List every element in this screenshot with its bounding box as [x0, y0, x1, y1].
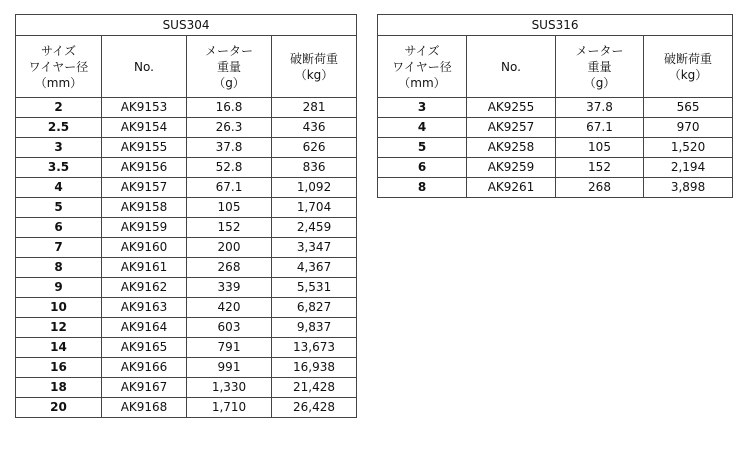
breaking-load-cell: 836 [272, 158, 357, 178]
table-row [16, 258, 357, 278]
breaking-load-cell: 26,428 [272, 398, 357, 418]
size-cell: 3.5 [16, 158, 102, 178]
no-cell: AK9160 [102, 238, 187, 258]
no-header: No. [102, 36, 187, 98]
weight-header: メーター 重量 （g） [187, 36, 272, 98]
table-row [16, 238, 357, 258]
no-cell: AK9156 [102, 158, 187, 178]
no-cell: AK9162 [102, 278, 187, 298]
size-cell: 8 [16, 258, 102, 278]
no-cell: AK9161 [102, 258, 187, 278]
size-cell: 4 [16, 178, 102, 198]
table-row [16, 218, 357, 238]
weight-cell: 420 [187, 298, 272, 318]
table-row [16, 158, 357, 178]
no-header: No. [467, 36, 556, 98]
table-row [16, 98, 357, 118]
sus304-table [15, 14, 357, 418]
no-cell: AK9163 [102, 298, 187, 318]
size-header: サイズ ワイヤー径 （mm） [16, 36, 102, 98]
no-cell: AK9255 [467, 98, 556, 118]
table-row [16, 298, 357, 318]
no-cell: AK9258 [467, 138, 556, 158]
breaking-load-cell: 6,827 [272, 298, 357, 318]
size-cell: 6 [16, 218, 102, 238]
weight-cell: 200 [187, 238, 272, 258]
table-title: SUS316 [378, 15, 733, 36]
table-row [378, 158, 733, 178]
sus316-body [378, 98, 733, 198]
size-cell: 4 [378, 118, 467, 138]
size-cell: 14 [16, 338, 102, 358]
sus316-table [377, 14, 733, 198]
weight-cell: 152 [556, 158, 644, 178]
no-cell: AK9166 [102, 358, 187, 378]
size-cell: 20 [16, 398, 102, 418]
breaking-load-cell: 565 [644, 98, 733, 118]
weight-cell: 26.3 [187, 118, 272, 138]
weight-cell: 16.8 [187, 98, 272, 118]
table-row [16, 198, 357, 218]
breaking-load-cell: 3,898 [644, 178, 733, 198]
breaking-load-header: 破断荷重 （kg） [644, 36, 733, 98]
breaking-load-cell: 2,459 [272, 218, 357, 238]
weight-cell: 152 [187, 218, 272, 238]
size-cell: 5 [16, 198, 102, 218]
size-cell: 3 [16, 138, 102, 158]
breaking-load-cell: 1,092 [272, 178, 357, 198]
breaking-load-cell: 21,428 [272, 378, 357, 398]
breaking-load-cell: 970 [644, 118, 733, 138]
weight-cell: 791 [187, 338, 272, 358]
weight-cell: 37.8 [556, 98, 644, 118]
breaking-load-cell: 4,367 [272, 258, 357, 278]
no-cell: AK9154 [102, 118, 187, 138]
breaking-load-cell: 1,520 [644, 138, 733, 158]
weight-cell: 991 [187, 358, 272, 378]
weight-cell: 52.8 [187, 158, 272, 178]
no-cell: AK9157 [102, 178, 187, 198]
no-cell: AK9257 [467, 118, 556, 138]
breaking-load-cell: 281 [272, 98, 357, 118]
size-cell: 5 [378, 138, 467, 158]
breaking-load-cell: 9,837 [272, 318, 357, 338]
no-cell: AK9168 [102, 398, 187, 418]
no-cell: AK9159 [102, 218, 187, 238]
weight-cell: 67.1 [556, 118, 644, 138]
table-row [16, 138, 357, 158]
size-cell: 8 [378, 178, 467, 198]
size-header: サイズ ワイヤー径 （mm） [378, 36, 467, 98]
size-cell: 10 [16, 298, 102, 318]
table-row [16, 178, 357, 198]
weight-cell: 1,330 [187, 378, 272, 398]
table-row [16, 118, 357, 138]
no-cell: AK9155 [102, 138, 187, 158]
no-cell: AK9261 [467, 178, 556, 198]
table-row [378, 118, 733, 138]
table-title: SUS304 [16, 15, 357, 36]
breaking-load-header: 破断荷重 （kg） [272, 36, 357, 98]
weight-cell: 105 [187, 198, 272, 218]
table-row [16, 378, 357, 398]
breaking-load-cell: 13,673 [272, 338, 357, 358]
breaking-load-cell: 5,531 [272, 278, 357, 298]
breaking-load-cell: 1,704 [272, 198, 357, 218]
weight-header: メーター 重量 （g） [556, 36, 644, 98]
no-cell: AK9165 [102, 338, 187, 358]
size-cell: 18 [16, 378, 102, 398]
weight-cell: 67.1 [187, 178, 272, 198]
size-cell: 16 [16, 358, 102, 378]
size-cell: 12 [16, 318, 102, 338]
breaking-load-cell: 626 [272, 138, 357, 158]
size-cell: 2.5 [16, 118, 102, 138]
no-cell: AK9158 [102, 198, 187, 218]
size-cell: 3 [378, 98, 467, 118]
table-row [16, 318, 357, 338]
weight-cell: 339 [187, 278, 272, 298]
table-row [378, 178, 733, 198]
weight-cell: 37.8 [187, 138, 272, 158]
no-cell: AK9153 [102, 98, 187, 118]
weight-cell: 268 [187, 258, 272, 278]
size-cell: 9 [16, 278, 102, 298]
table-row [378, 98, 733, 118]
breaking-load-cell: 3,347 [272, 238, 357, 258]
breaking-load-cell: 436 [272, 118, 357, 138]
no-cell: AK9167 [102, 378, 187, 398]
sus304-body [16, 98, 357, 418]
breaking-load-cell: 16,938 [272, 358, 357, 378]
weight-cell: 105 [556, 138, 644, 158]
table-row [16, 398, 357, 418]
table-row [16, 338, 357, 358]
size-cell: 2 [16, 98, 102, 118]
no-cell: AK9164 [102, 318, 187, 338]
weight-cell: 603 [187, 318, 272, 338]
breaking-load-cell: 2,194 [644, 158, 733, 178]
table-row [378, 138, 733, 158]
table-row [16, 278, 357, 298]
size-cell: 6 [378, 158, 467, 178]
size-cell: 7 [16, 238, 102, 258]
table-row [16, 358, 357, 378]
weight-cell: 268 [556, 178, 644, 198]
no-cell: AK9259 [467, 158, 556, 178]
weight-cell: 1,710 [187, 398, 272, 418]
